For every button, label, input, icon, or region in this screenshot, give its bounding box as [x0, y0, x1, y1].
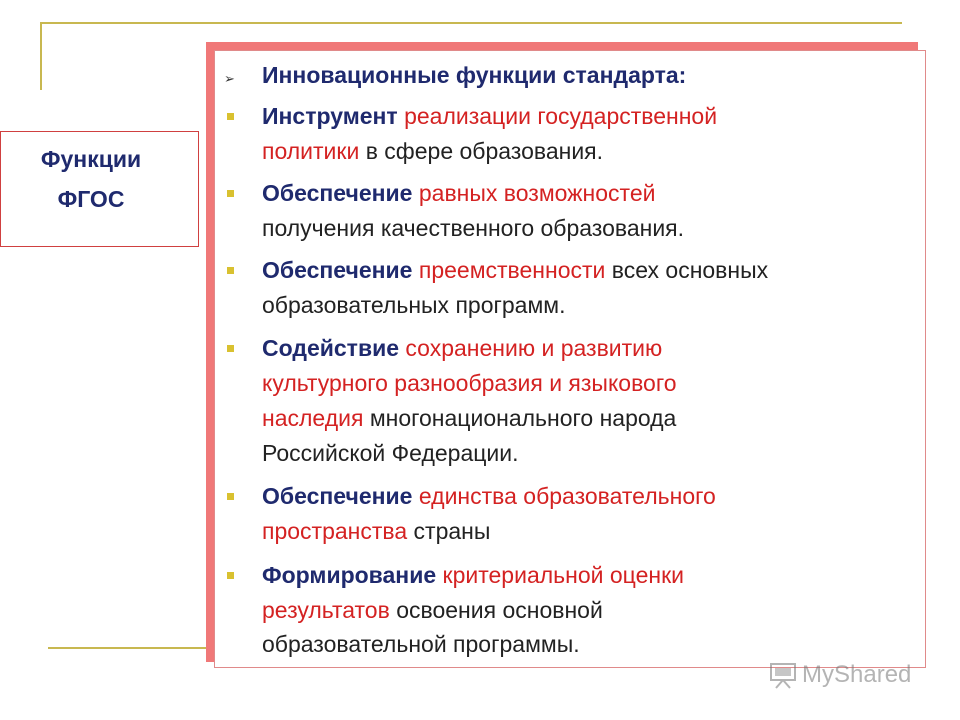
watermark-logo: [768, 658, 911, 692]
item-keyword: Обеспечение: [262, 257, 419, 283]
item-emphasis: пространства: [262, 518, 408, 544]
item-text: многонационального народа: [363, 405, 677, 431]
arrow-bullet-icon: ➢: [224, 71, 235, 86]
list-item: [262, 558, 684, 592]
list-item-line: получения качественного образования.: [262, 215, 685, 241]
bottom-decor-line: [48, 647, 218, 649]
list-item-line: [262, 134, 603, 168]
list-item: [262, 99, 717, 133]
side-title-line1: Функции: [40, 146, 142, 172]
square-bullet-icon: [227, 345, 234, 352]
item-emphasis: единства образовательного: [418, 483, 716, 509]
square-bullet-icon: [227, 267, 234, 274]
list-item-line: образовательной программы.: [262, 631, 580, 657]
list-item-line: образовательных программ.: [262, 292, 566, 318]
list-item-line: [262, 514, 490, 548]
square-bullet-icon: [227, 113, 234, 120]
item-emphasis: критериальной оценки: [442, 562, 684, 588]
side-title-line2: ФГОС: [57, 186, 125, 212]
item-emphasis: реализации государственной: [404, 103, 718, 129]
list-item-line: культурного разнообразия и языкового: [262, 370, 677, 396]
list-item: [262, 253, 768, 287]
item-keyword: Обеспечение: [262, 483, 419, 509]
item-emphasis: результатов: [262, 597, 390, 623]
logo-text: MyShared: [802, 661, 912, 688]
heading: Инновационные функции стандарта:: [262, 62, 687, 88]
item-keyword: Инструмент: [262, 103, 405, 129]
list-item: [262, 331, 662, 365]
item-keyword: Обеспечение: [262, 180, 419, 206]
square-bullet-icon: [227, 190, 234, 197]
square-bullet-icon: [227, 493, 234, 500]
item-text: в сфере образования.: [359, 138, 604, 164]
item-emphasis: политики: [262, 138, 360, 164]
side-title-box: [0, 131, 199, 247]
item-emphasis: наследия: [262, 405, 364, 431]
item-emphasis: преемственности: [418, 257, 606, 283]
item-text: всех основных: [605, 257, 769, 283]
top-decor-line: [40, 22, 902, 24]
list-item-line: [262, 401, 676, 435]
item-emphasis: сохранению и развитию: [405, 335, 663, 361]
item-text: страны: [407, 518, 491, 544]
item-emphasis: равных возможностей: [418, 180, 656, 206]
left-decor-line: [40, 22, 42, 90]
item-keyword: Формирование: [262, 562, 443, 588]
presentation-icon: [768, 661, 798, 689]
list-item: [262, 176, 655, 210]
item-text: освоения основной: [389, 597, 603, 623]
square-bullet-icon: [227, 572, 234, 579]
list-item: [262, 479, 716, 513]
item-keyword: Содействие: [262, 335, 406, 361]
list-item-line: Российской Федерации.: [262, 440, 519, 466]
list-item-line: [262, 593, 603, 627]
